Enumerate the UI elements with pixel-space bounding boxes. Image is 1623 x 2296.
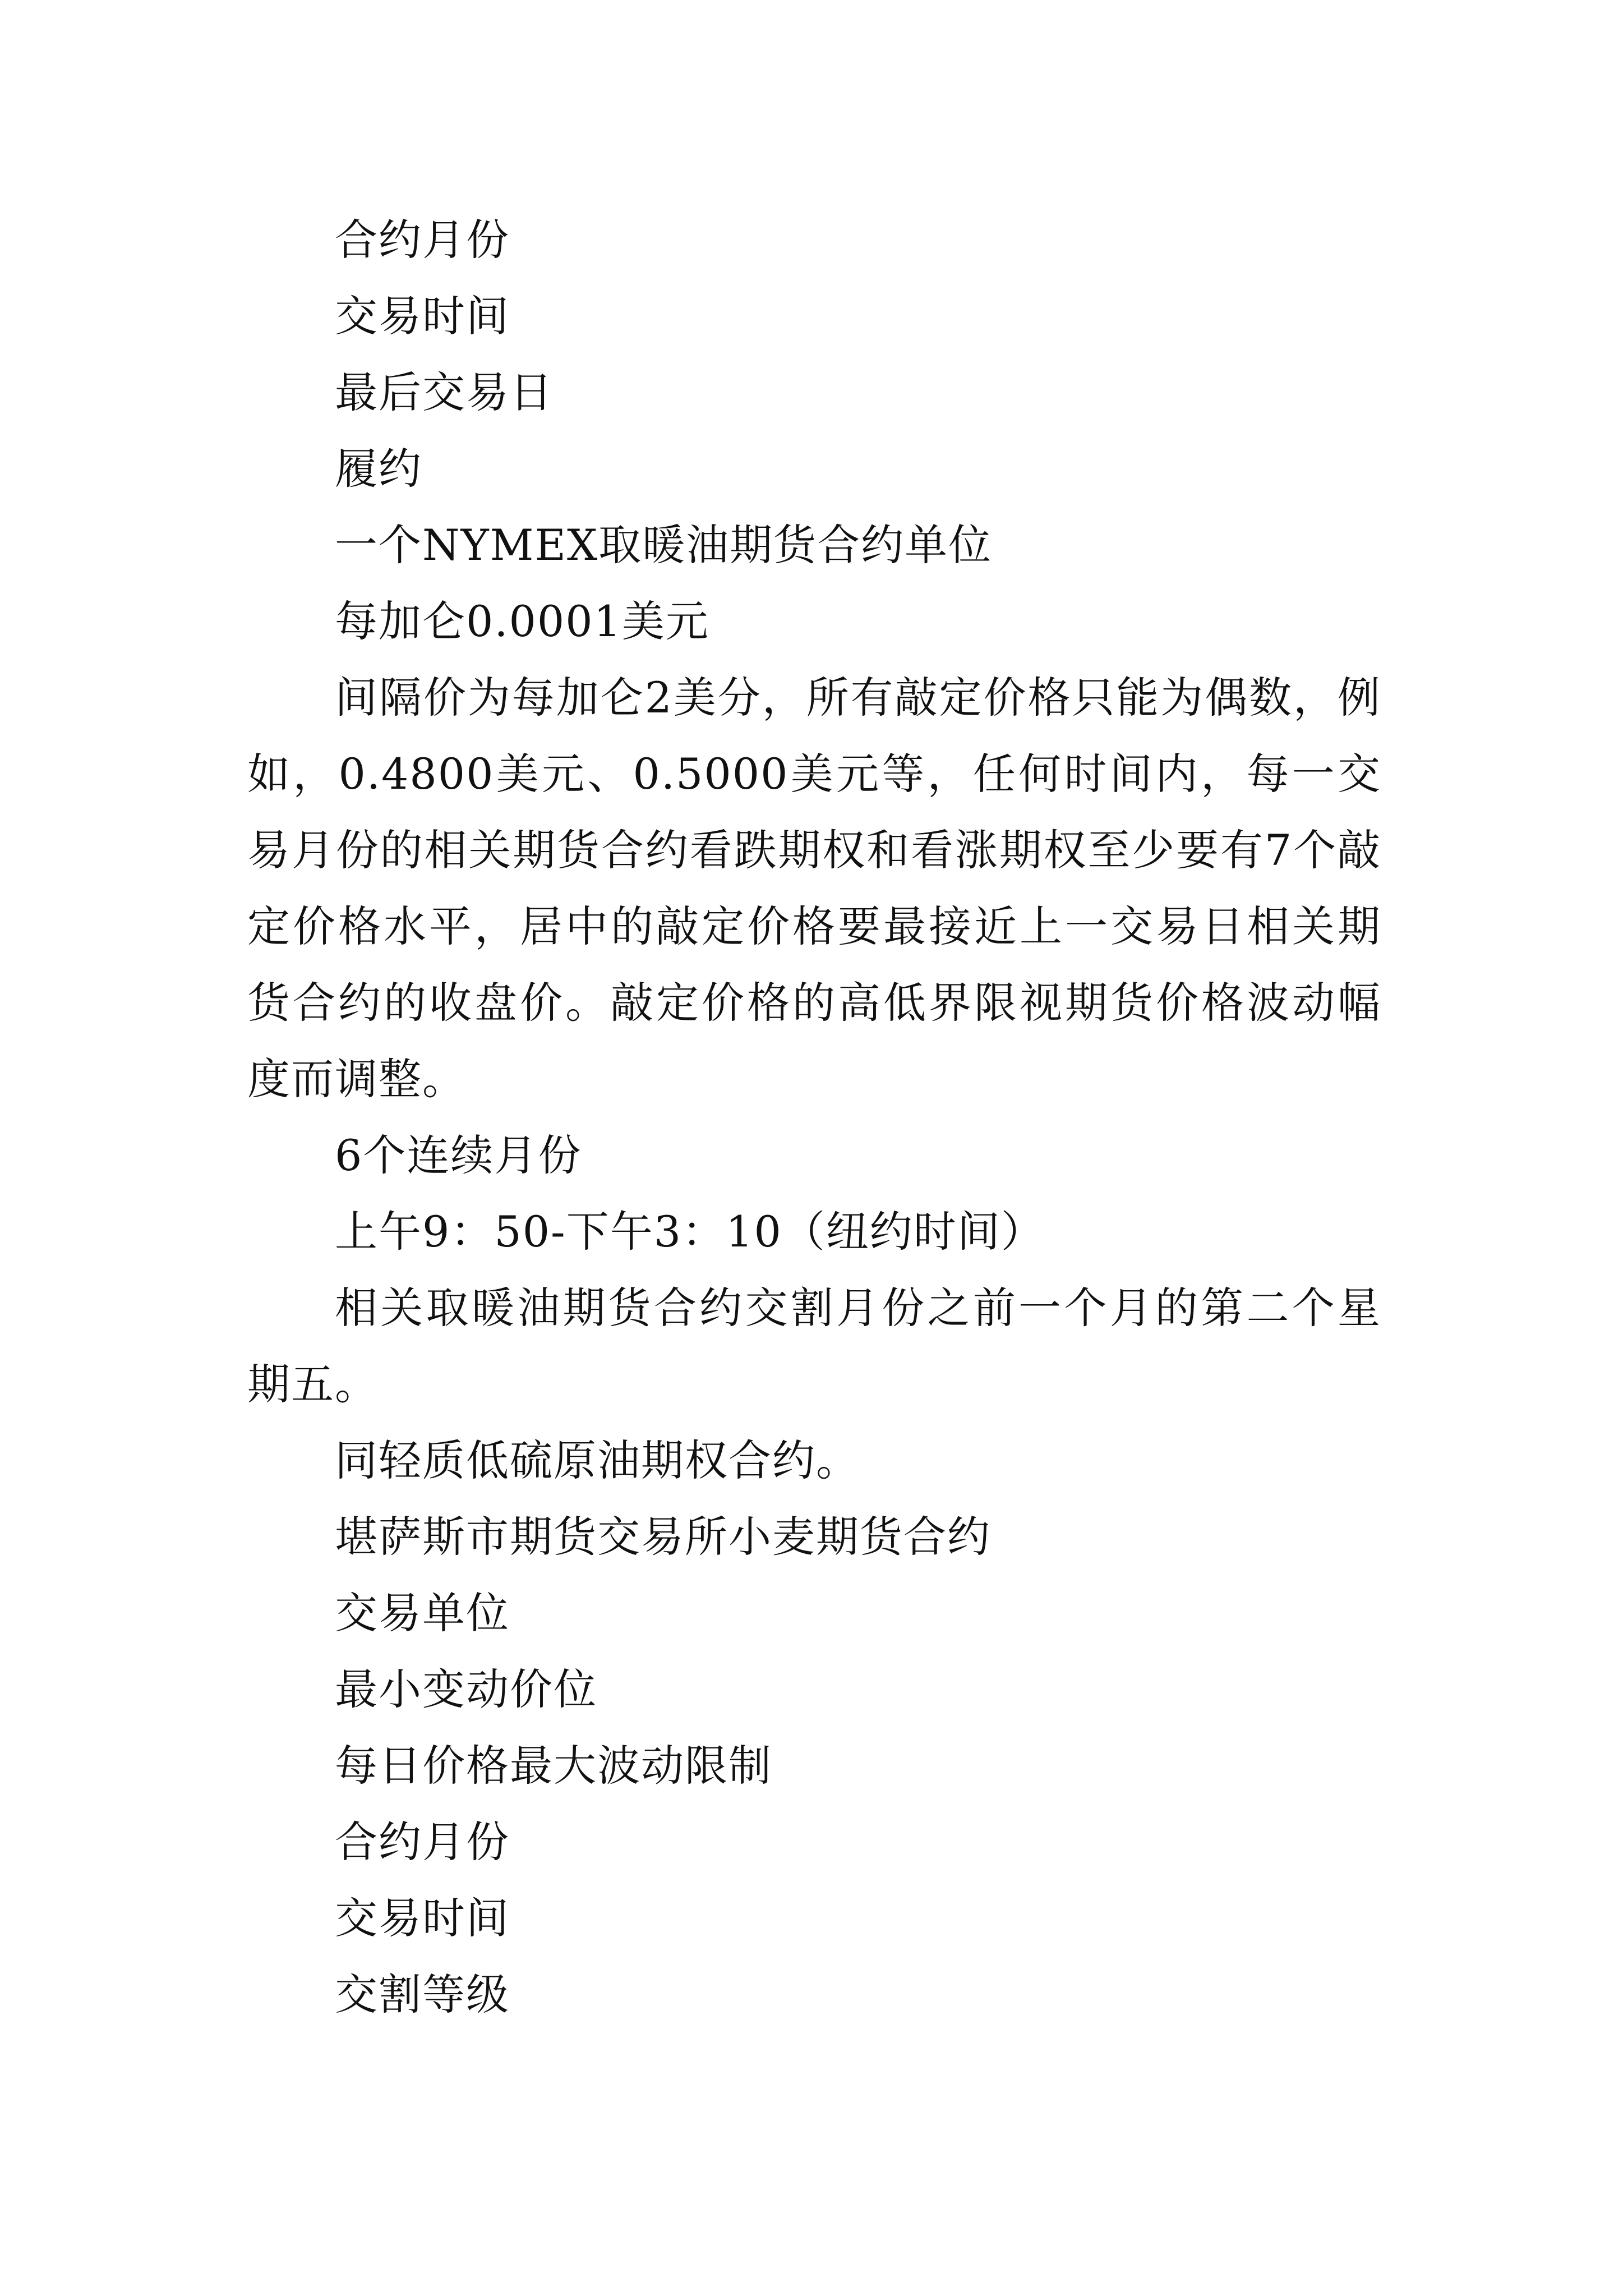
paragraph-strike-prices: 间隔价为每加仑2美分，所有敲定价格只能为偶数，例如，0.4800美元、0.5000美元等，任何时间内，每一交易月份的相关期货合约看跌期权和看涨期权至少要有7个敲定价格水平，居中的敲定价格要最接近上一交易日相关期货合约的收盘价。敲定价格的高低界限视期货价格波动幅度而调整。 <box>247 673 1381 1104</box>
paragraph-last-trading-day: 相关取暖油期货合约交割月份之前一个月的第二个星期五。 <box>247 1283 1381 1409</box>
text-line-tick-size: 每加仑0.0001美元 <box>335 596 709 646</box>
text-line-trading-unit: 一个NYMEX取暖油期货合约单位 <box>335 520 993 570</box>
text-line-contract-months: 合约月份 <box>335 215 510 265</box>
text-line-kcbt-wheat: 堪萨斯市期货交易所小麦期货合约 <box>335 1512 991 1562</box>
text-line-min-price-move: 最小变动价位 <box>335 1664 597 1714</box>
text-line-hours-ny: 上午9：50-下午3：10（纽约时间） <box>335 1207 1045 1257</box>
text-line-last-trading-day: 最后交易日 <box>335 367 554 417</box>
text-line-contract-months-2: 合约月份 <box>335 1817 510 1867</box>
text-line-exercise: 履约 <box>335 444 422 494</box>
text-line-delivery-grades: 交割等级 <box>335 1970 510 2019</box>
text-line-same-as-crude: 同轻质低硫原油期权合约。 <box>335 1435 860 1485</box>
text-line-trading-hours: 交易时间 <box>335 291 510 341</box>
text-line-trading-hours-2: 交易时间 <box>335 1893 510 1943</box>
text-line-consecutive-months: 6个连续月份 <box>335 1130 582 1180</box>
text-line-trading-unit-2: 交易单位 <box>335 1588 510 1638</box>
document-body <box>247 202 1381 2033</box>
text-line-daily-limit: 每日价格最大波动限制 <box>335 1741 772 1791</box>
